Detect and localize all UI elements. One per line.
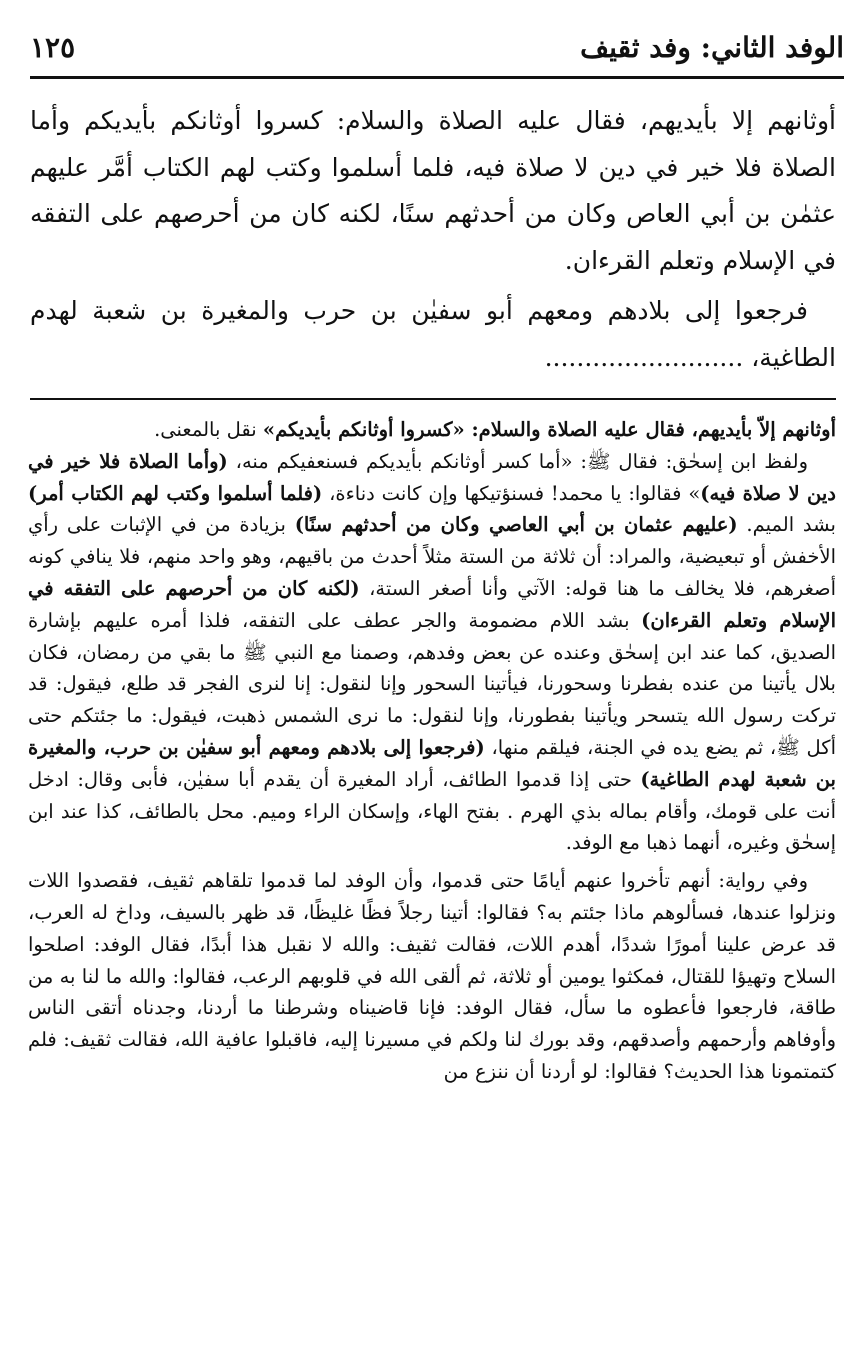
quoted-text: (فلما أسلموا وكتب لهم الكتاب أمر) xyxy=(28,481,323,505)
ellipsis-dots: ......................... xyxy=(544,342,744,372)
main-paragraph-text: فرجعوا إلى بلادهم ومعهم أبو سفيٰن بن حرب والمغيرة بن شعبة لهدم الطاغية، xyxy=(30,296,836,372)
commentary-text: حتى إذا قدموا الطائف، أراد المغيرة أن يقدم أبا سفيٰن، فأبى وقال: ادخل أنت على قومك، وأقام بماله بذي الهرم . بفتح الهاء، وإسكان الراء وميم. محل بالطائف، كذا عند ابن إسحٰق وغيره، أنهما ذهبا مع الوفد. xyxy=(28,767,836,855)
quoted-text: (فرجعوا إلى بلادهم ومعهم أبو سفيٰن بن حرب، والمغيرة بن شعبة لهدم الطاغية) xyxy=(28,735,836,791)
quoted-text: (لكنه كان من أحرصهم على التفقه في الإسلام وتعلم القرءان) xyxy=(28,576,836,632)
main-paragraph: أوثانهم إلا بأيديهم، فقال عليه الصلاة والسلام: كسروا أوثانكم بأيديكم وأما الصلاة فلا خير في دين لا صلاة فيه، فلما أسلموا وكتب لهم الكتاب أمَّر عليهم عثمٰن بن أبي العاص وكان من أحدثهم سنًا، لكنه كان من أحرصهم على التفقه في الإسلام وتعلم القرءان. xyxy=(30,106,836,275)
commentary-text: بزيادة من في الإثبات على رأي الأخفش أو تبعيضية، والمراد: أن ثلاثة من الستة مثلاً أحدث من باقيهم، وهو واحد منهم، فلا ينافي كونه أصغرهم، فلا يخالف ما هنا قوله: الآتي وأنا أصغر الستة، xyxy=(28,513,836,600)
chapter-title: الوفد الثاني: وفد ثقيف xyxy=(580,30,844,64)
footnote-separator xyxy=(30,398,836,400)
commentary-text: ولفظ ابن إسحٰق: فقال ﷺ: «أما كسر أوثانكم بأيديكم فسنعفيكم منه، xyxy=(227,449,809,473)
main-text xyxy=(30,98,836,381)
commentary-text: بشد الميم. xyxy=(737,513,836,537)
commentary-paragraph xyxy=(28,446,836,859)
quoted-text: (عليهم عثمان بن أبي العاصي وكان من أحدثهم سنًا) xyxy=(294,513,738,537)
page-header xyxy=(30,22,844,72)
header-rule xyxy=(30,76,844,79)
commentary-paragraph xyxy=(28,414,836,446)
commentary-text: بشد اللام مضمومة والجر عطف على التفقه، فلذا أمره عليهم بإشارة الصديق، كما عند ابن إسحٰق وعنده عن بعض وفدهم، وصمنا مع النبي ﷺ ما بقي من رمضان، فكان بلال يأتينا من عنده بفطرنا وسحورنا، فيأتينا السحور وإنا لنقول: إنا لنرى الفجر قد طلع، فيقول: قد تركت رسول الله يتسحر ويأتينا بفطورنا، وإنا لنقول: ما نرى الشمس ذهبت، فيقول: ما جئتكم حتى أكل ﷺ، ثم يضع يده في الجنة، فيلقم منها، xyxy=(28,608,836,759)
quoted-text: أوثانهم إلاّ بأيديهم، فقال عليه الصلاة والسلام: «كسروا أوثانكم بأيديكم» xyxy=(262,418,836,441)
main-paragraph xyxy=(30,288,836,381)
page-number: ١٢٥ xyxy=(30,30,76,64)
commentary xyxy=(28,414,836,1088)
commentary-text: » فقالوا: يا محمد! فسنؤتيكها وإن كانت دناءة، xyxy=(322,481,701,505)
commentary-text: نقل بالمعنى. xyxy=(154,418,263,441)
quoted-text: (وأما الصلاة فلا خير في دين لا صلاة فيه) xyxy=(28,449,836,505)
commentary-paragraph: وفي رواية: أنهم تأخروا عنهم أيامًا حتى قدموا، وأن الوفد لما قدموا تلقاهم ثقيف، فقصدوا اللات ونزلوا عندها، فسألوهم ماذا جئتم به؟ فقالوا: أتينا رجلاً فظًا غليظًا، قد ظهر بالسيف، وداخ له العرب، قد عرض علينا أمورًا شددًا، أهدم اللات، فقالت ثقيف: والله لا نقبل هذا أبدًا، فقال الوفد: اصلحوا السلاح وتهيؤا للقتال، فمكثوا يومين أو ثلاثة، ثم ألقى الله في قلوبهم الرعب، فقالوا: والله ما لنا به من طاقة، فارجعوا فأعطوه ما سأل، فقال الوفد: فإنا قاضيناه وشرطنا ما أردنا، وجدناه أتقى الناس وأوفاهم وأرحمهم وأصدقهم، وقد بورك لنا ولكم في مسيرنا إليه، فاقبلوا عافية الله، فقالت ثقيف: فلم كتمتمونا هذا الحديث؟ فقالوا: لو أردنا أن ننزع من xyxy=(28,869,836,1083)
